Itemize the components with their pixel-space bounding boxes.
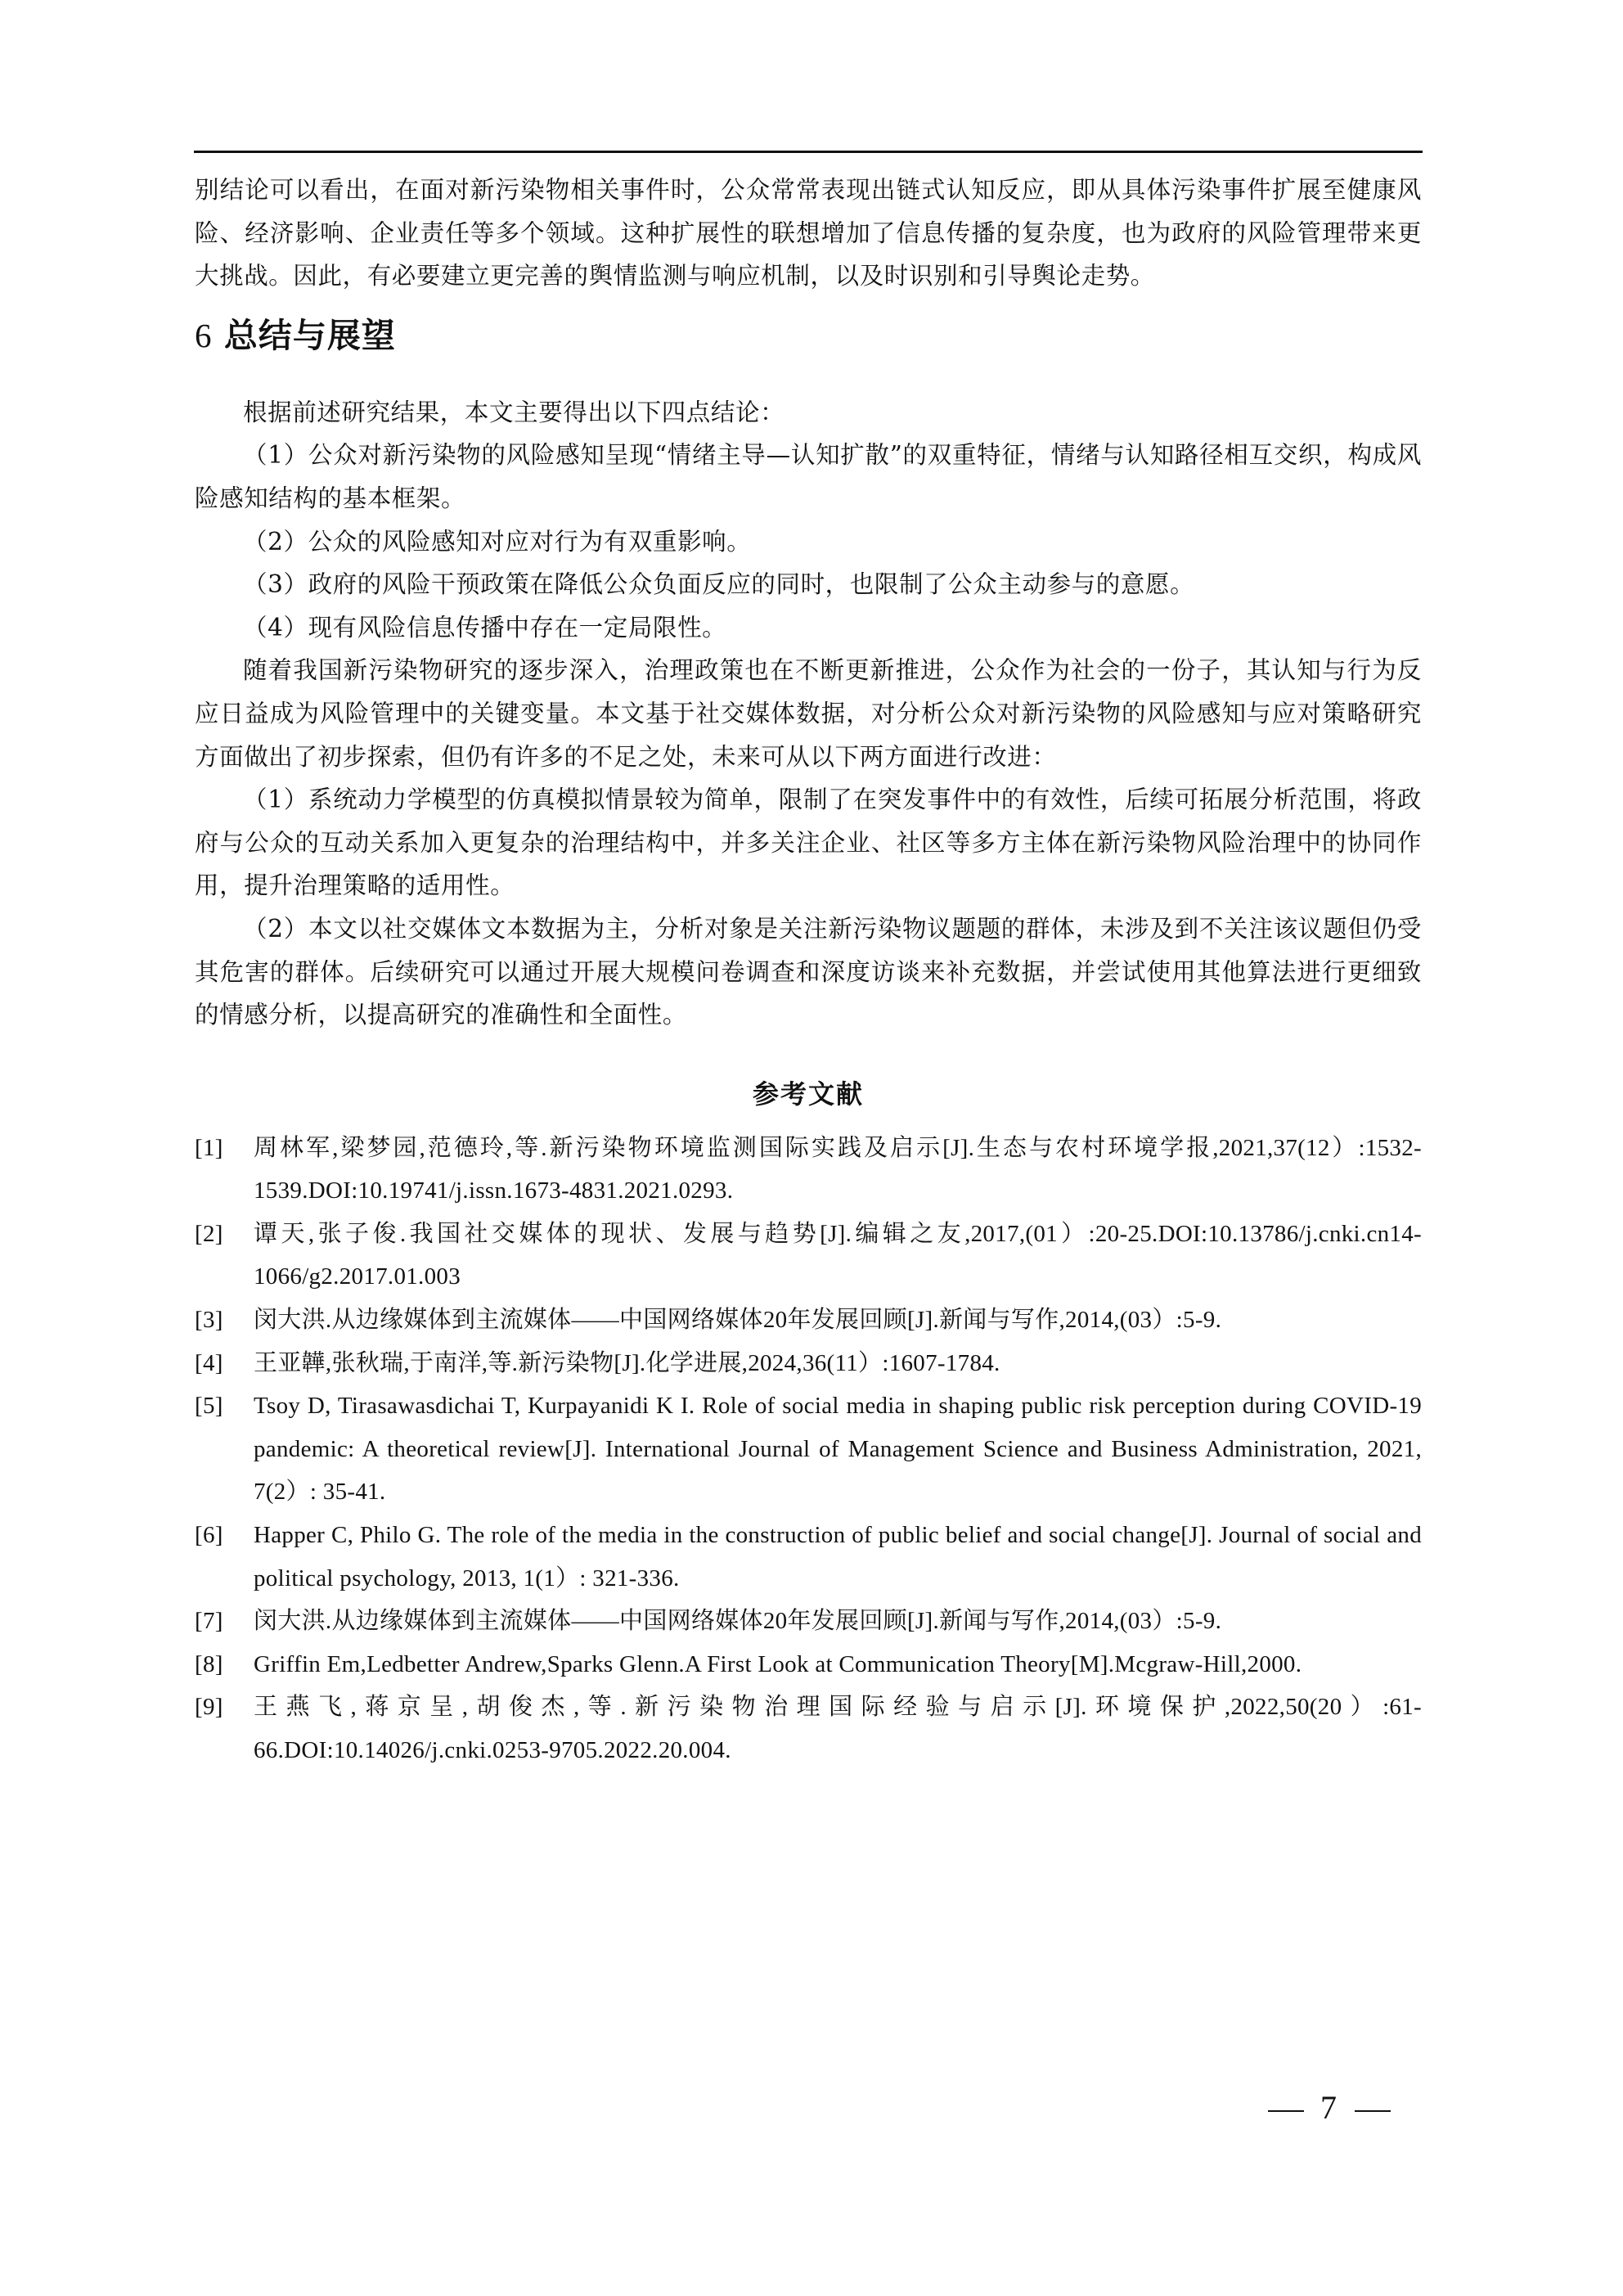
reference-text: 王燕飞,蒋京呈,胡俊杰,等.新污染物治理国际经验与启示[J].环境保护,2022,50(20）:61-66.DOI:10.14026/j.cnki.0253-9705.2022.20.004. — [254, 1694, 1422, 1763]
reference-item — [195, 1600, 1422, 1643]
reference-number: [8] — [195, 1650, 223, 1677]
conclusion-item: （3）政府的风险干预政策在降低公众负面反应的同时，也限制了公众主动参与的意愿。 — [243, 570, 1195, 599]
reference-text: Tsoy D, Tirasawasdichai T, Kurpayanidi K I. Role of social media in shaping public risk perception during COVID-19 pandemic: A theoretical review[J]. International Journal of Management Science and Business Administration, 2021, 7(2）: 35-41. — [254, 1393, 1422, 1506]
reference-number: [4] — [195, 1349, 223, 1376]
reference-item — [195, 1342, 1422, 1385]
reference-item — [195, 1213, 1422, 1299]
reference-number: [6] — [195, 1522, 223, 1549]
conclusion-item: （2）公众的风险感知对应对行为有双重影响。 — [243, 527, 752, 556]
page-number-dash-left — [1268, 2110, 1304, 2112]
improvement-item: （1）系统动力学模型的仿真模拟情景较为简单，限制了在突发事件中的有效性，后续可拓展分析范围，将政府与公众的互动关系加入更复杂的治理结构中，并多关注企业、社区等多方主体在新污染物风险治理中的协同作用，提升治理策略的适用性。 — [195, 786, 1422, 900]
reference-number: [7] — [195, 1608, 223, 1635]
reference-item — [195, 1384, 1422, 1514]
outlook-paragraph: 随着我国新污染物研究的逐步深入，治理政策也在不断更新推进，公众作为社会的一份子，其认知与行为反应日益成为风险管理中的关键变量。本文基于社交媒体数据，对分析公众对新污染物的风险感知与应对策略研究方面做出了初步探索，但仍有许多的不足之处，未来可从以下两方面进行改进： — [195, 656, 1422, 771]
references-heading: 参考文献 — [752, 1078, 864, 1110]
section-number: 6 — [195, 316, 213, 354]
reference-item — [195, 1299, 1422, 1342]
header-rule — [194, 151, 1423, 153]
continuation-paragraph: 别结论可以看出，在面对新污染物相关事件时，公众常常表现出链式认知反应，即从具体污染事件扩展至健康风险、经济影响、企业责任等多个领域。这种扩展性的联想增加了信息传播的复杂度，也为政府的风险管理带来更大挑战。因此，有必要建立更完善的舆情监测与响应机制，以及时识别和引导舆论走势。 — [195, 176, 1422, 290]
conclusions-intro: 根据前述研究结果，本文主要得出以下四点结论： — [243, 398, 785, 426]
conclusion-item: （4）现有风险信息传播中存在一定局限性。 — [243, 613, 727, 642]
conclusion-item: （1）公众对新污染物的风险感知呈现“情绪主导—认知扩散”的双重特征，情绪与认知路径相互交织，构成风险感知结构的基本框架。 — [195, 441, 1422, 512]
reference-item — [195, 1127, 1422, 1213]
page-number — [1252, 2088, 1407, 2127]
page-number-dash-right — [1355, 2110, 1391, 2112]
reference-text: 闵大洪.从边缘媒体到主流媒体——中国网络媒体20年发展回顾[J].新闻与写作,2014,(03）:5-9. — [254, 1608, 1222, 1635]
reference-number: [3] — [195, 1307, 223, 1334]
reference-number: [9] — [195, 1694, 223, 1721]
reference-item — [195, 1686, 1422, 1772]
reference-number: [2] — [195, 1220, 223, 1247]
reference-text: Griffin Em,Ledbetter Andrew,Sparks Glenn.A First Look at Communication Theory[M].Mcgraw-Hill,2000. — [254, 1650, 1302, 1677]
reference-number: [1] — [195, 1134, 223, 1161]
reference-item — [195, 1643, 1422, 1686]
reference-text: 谭天,张子俊.我国社交媒体的现状、发展与趋势[J].编辑之友,2017,(01）:20-25.DOI:10.13786/j.cnki.cn14-1066/g2.2017.01.003 — [254, 1220, 1422, 1290]
section-title: 总结与展望 — [223, 315, 396, 355]
reference-number: [5] — [195, 1393, 223, 1420]
reference-list — [195, 1127, 1422, 1772]
reference-text: 王亚韡,张秋瑞,于南洋,等.新污染物[J].化学进展,2024,36(11）:1607-1784. — [254, 1349, 1000, 1376]
reference-item — [195, 1514, 1422, 1600]
improvement-item: （2）本文以社交媒体文本数据为主，分析对象是关注新污染物议题题的群体，未涉及到不关注该议题但仍受其危害的群体。后续研究可以通过开展大规模问卷调查和深度访谈来补充数据，并尝试使用其他算法进行更细致的情感分析，以提高研究的准确性和全面性。 — [195, 914, 1422, 1029]
section-heading — [195, 311, 1422, 360]
reference-text: 闵大洪.从边缘媒体到主流媒体——中国网络媒体20年发展回顾[J].新闻与写作,2014,(03）:5-9. — [254, 1307, 1222, 1334]
reference-text: Happer C, Philo G. The role of the media in the construction of public belief and social change[J]. Journal of social and political psychology, 2013, 1(1）: 321-336. — [254, 1522, 1422, 1591]
page-content — [195, 169, 1422, 1772]
reference-text: 周林军,梁梦园,范德玲,等.新污染物环境监测国际实践及启示[J].生态与农村环境学报,2021,37(12）:1532-1539.DOI:10.19741/j.issn.1673-4831.2021.0293. — [254, 1134, 1422, 1204]
page-number-value: 7 — [1320, 2089, 1338, 2126]
